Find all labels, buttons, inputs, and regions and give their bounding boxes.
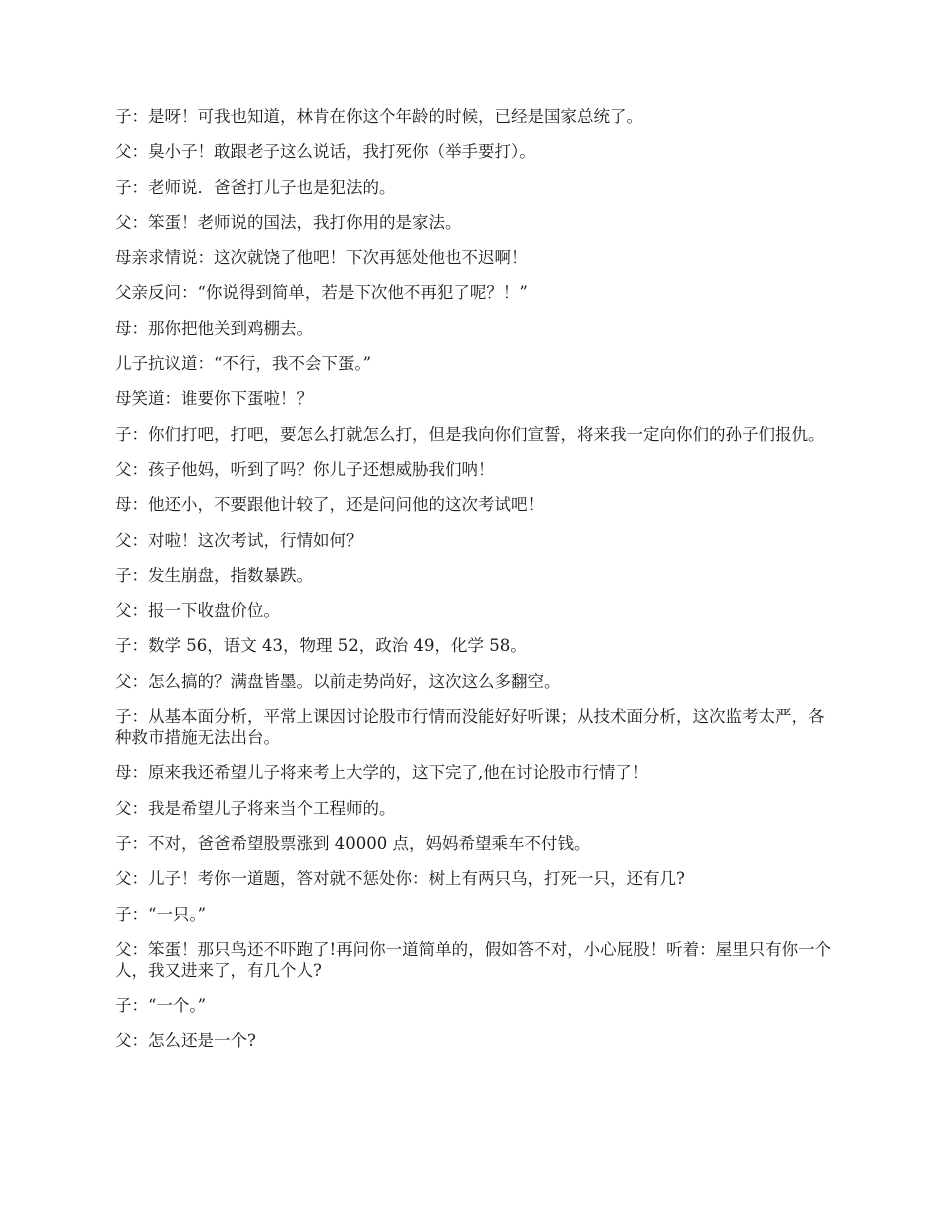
dialogue-text — [115, 106, 840, 1066]
text-line: 父：怎么还是一个? — [115, 1031, 256, 1051]
text-line: 子：数学 56，语文 43，物理 52，政治 49，化学 58。 — [115, 636, 527, 656]
text-line: 子：发生崩盘，指数暴跌。 — [115, 565, 313, 585]
text-line: 儿子抗议道：“不行，我不会下蛋。” — [115, 354, 372, 374]
text-line: 母：他还小，不要跟他计较了，还是问问他的这次考试吧！ — [115, 495, 544, 515]
text-line: 父亲反问：“你说得到简单，若是下次他不再犯了呢？！” — [115, 283, 528, 303]
text-line: 父：儿子！考你一道题，答对就不惩处你：树上有两只乌，打死一只，还有几? — [115, 869, 685, 889]
text-line: 父：对啦！这次考试，行情如何？ — [115, 530, 363, 550]
text-line: 父：臭小子！敢跟老子这么说话，我打死你（举手要打）。 — [115, 142, 536, 162]
text-line: 父：怎么搞的？满盘皆墨。以前走势尚好，这次这么多翻空。 — [115, 671, 561, 691]
text-line: 子：不对，爸爸希望股票涨到 40000 点，妈妈希望乘车不付钱。 — [115, 833, 591, 853]
text-line: 父：笨蛋！那只鸟还不吓跑了!再问你一道简单的，假如答不对，小心屁股！听着：屋里只有你一个人，我又进来了，有几个人? — [115, 939, 832, 980]
text-line: 父：孩子他妈，听到了吗？你儿子还想威胁我们呐！ — [115, 459, 495, 479]
text-line: 母亲求情说：这次就饶了他吧！下次再惩处他也不迟啊！ — [115, 248, 528, 268]
text-line: 子：“一个。” — [115, 996, 207, 1016]
text-line: 母：那你把他关到鸡棚去。 — [115, 318, 313, 338]
text-line: 子：你们打吧，打吧，要怎么打就怎么打，但是我向你们宣誓，将来我一定向你们的孙子们报仇。 — [115, 424, 825, 444]
text-line: 子：是呀！可我也知道，林肯在你这个年龄的时候，已经是国家总统了。 — [115, 107, 643, 126]
text-line: 子：老师说．爸爸打儿子也是犯法的。 — [115, 177, 396, 197]
text-line: 父：报一下收盘价位。 — [115, 601, 280, 621]
text-line: 父：笨蛋！老师说的国法，我打你用的是家法。 — [115, 212, 462, 232]
text-line: 子：“一只。” — [115, 904, 207, 924]
text-line: 父：我是希望儿子将来当个工程师的。 — [115, 798, 396, 818]
text-line: 子：从基本面分析，平常上课因讨论股市行情而没能好好听课；从技术面分析，这次监考太严，各种救市措施无法出台。 — [115, 707, 825, 748]
text-line: 母：原来我还希望儿子将来考上大学的，这下完了,他在讨论股市行情了！ — [115, 763, 649, 783]
text-line: 母笑道：谁要你下蛋啦！？ — [115, 389, 313, 409]
